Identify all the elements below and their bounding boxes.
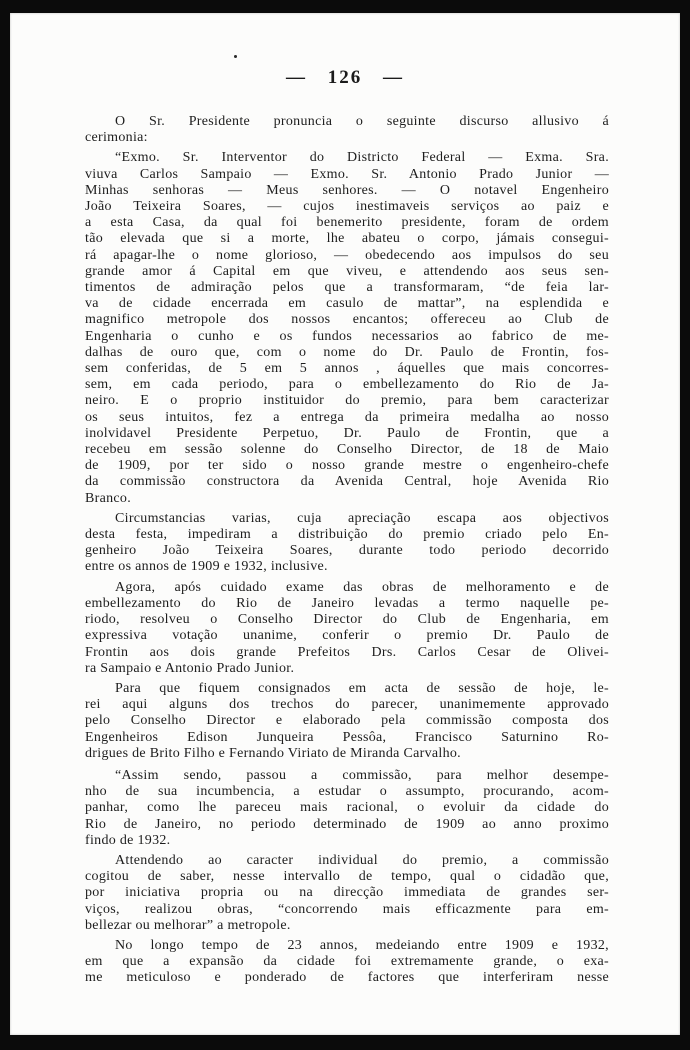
text-line: de 1909, por ter sido o nosso grande mestre o engenheiro-chefe (85, 458, 609, 474)
text-line: “Assim sendo, passou a commissão, para melhor desempe- (115, 767, 609, 783)
text-line: cerimonia: (85, 130, 148, 146)
text-line: tão elevada que si a morte, lhe abateu o corpo, jámais consegui- (85, 231, 609, 247)
paragraph (85, 150, 609, 506)
text-line: O Sr. Presidente pronuncia o seguinte discurso allusivo á (115, 114, 609, 129)
text-line: inolvidavel Presidente Perpetuo, Dr. Paulo de Frontin, que a (85, 425, 609, 441)
text-line: Rio de Janeiro, no periodo determinado de 1909 ao anno proximo (85, 816, 609, 832)
text-body (85, 114, 609, 991)
scan-artifact-dot (234, 55, 237, 58)
text-line: Agora, após cuidado exame das obras de melhoramento e de (115, 579, 609, 595)
text-line: pelo Conselho Director e elaborado pela commissão composta dos (85, 713, 609, 729)
text-line: dalhas de ouro que, com o nome do Dr. Paulo de Frontin, fos- (85, 344, 609, 360)
paragraph (85, 580, 609, 677)
text-line: Circumstancias varias, cuja apreciação escapa aos objectivos (115, 510, 609, 526)
text-line: bellezar ou melhorar” a metropole. (85, 917, 291, 933)
text-line: rá apagar-lhe o nome glorioso, — obedecendo aos impulsos do seu (85, 247, 609, 263)
text-line: desta festa, impediram a distribuição do premio criado pelo En- (85, 527, 609, 543)
paragraph (85, 938, 609, 987)
text-line: “Exmo. Sr. Interventor do Districto Federal — Exma. Sra. (115, 150, 609, 166)
text-line: Branco. (85, 490, 132, 506)
text-line: entre os annos de 1909 e 1932, inclusive. (85, 559, 328, 575)
text-line: me meticuloso e ponderado de factores que interferiram nesse (85, 970, 609, 986)
text-line: va de cidade encerrada em casulo de mattar”, na esplendida e (85, 296, 609, 312)
text-line: drigues de Brito Filho e Fernando Viriato de Miranda Carvalho. (85, 745, 461, 761)
text-line: riodo, resolveu o Conselho Director do Club de Engenharia, em (85, 612, 609, 628)
text-line: findo de 1932. (85, 832, 171, 848)
paragraph (85, 114, 609, 146)
text-line: grande amor á Capital em que viveu, e attendendo aos seus sen- (85, 263, 609, 279)
text-line: viuva Carlos Sampaio — Exmo. Sr. Antonio Prado Junior — (85, 166, 609, 182)
text-line: sem conferidas, de 5 em 5 annos , áquelles que mais concorres- (85, 361, 609, 377)
paragraph (85, 853, 609, 934)
text-line: ra Sampaio e Antonio Prado Junior. (85, 660, 295, 676)
text-line: viços, realizou obras, “concorrendo mais efficazmente para em- (85, 901, 609, 917)
text-line: por iniciativa propria ou na direcção immediata de grandes ser- (85, 885, 609, 901)
text-line: panhar, como lhe pareceu mais racional, o evoluir da cidade do (85, 800, 609, 816)
document-page (10, 13, 680, 1035)
text-line: cogitou de saber, nesse intervallo de tempo, qual o cidadão que, (85, 869, 609, 885)
text-line: em que a expansão da cidade foi extremamente grande, o exa- (85, 954, 609, 970)
text-line: os seus intuitos, fez a entrega da primeira medalha ao nosso (85, 409, 609, 425)
text-line: Para que fiquem consignados em acta de sessão de hoje, le- (115, 680, 609, 696)
text-line: nho de sua incumbencia, a estudar o assumpto, procurando, acom- (85, 784, 609, 800)
text-line: rei aqui alguns dos trechos do parecer, unanimemente approvado (85, 697, 609, 713)
text-line: da commissão constructora da Avenida Central, hoje Avenida Rio (85, 474, 609, 490)
text-line: embellezamento do Rio de Janeiro levadas a termo naquelle pe- (85, 595, 609, 611)
text-line: neiro. E o proprio instituidor do premio, para bem caracterizar (85, 393, 609, 409)
text-line: magnifico metropole dos nossos encantos; offereceu ao Club de (85, 312, 609, 328)
text-line: Engenharia o cunho e os fundos necessarios ao fabrico de me- (85, 328, 609, 344)
page-number: — 126 — (286, 67, 404, 88)
text-line: Minhas senhoras — Meus senhores. — O notavel Engenheiro (85, 182, 609, 198)
text-line: expressiva votação unanime, conferir o premio Dr. Paulo de (85, 628, 609, 644)
paragraph (85, 511, 609, 576)
text-line: genheiro João Teixeira Soares, durante todo periodo decorrido (85, 543, 609, 559)
text-line: timentos de admiração pelos que a transformaram, “de feia lar- (85, 280, 609, 296)
paragraph (85, 768, 609, 849)
text-line: Frontin aos dois grande Prefeitos Drs. Carlos Cesar de Olivei- (85, 644, 609, 660)
text-line: Attendendo ao caracter individual do premio, a commissão (115, 852, 609, 868)
text-line: sem, em cada periodo, para o embellezamento do Rio de Ja- (85, 377, 609, 393)
paragraph (85, 681, 609, 762)
text-line: João Teixeira Soares, — cujos inestimaveis serviços ao paiz e (85, 199, 609, 215)
text-line: No longo tempo de 23 annos, medeiando entre 1909 e 1932, (115, 937, 609, 953)
text-line: Engenheiros Edison Junqueira Pessôa, Francisco Saturnino Ro- (85, 729, 609, 745)
text-line: a esta Casa, da qual foi benemerito presidente, foram de ordem (85, 215, 609, 231)
text-line: recebeu em sessão solenne do Conselho Director, de 18 de Maio (85, 442, 609, 458)
